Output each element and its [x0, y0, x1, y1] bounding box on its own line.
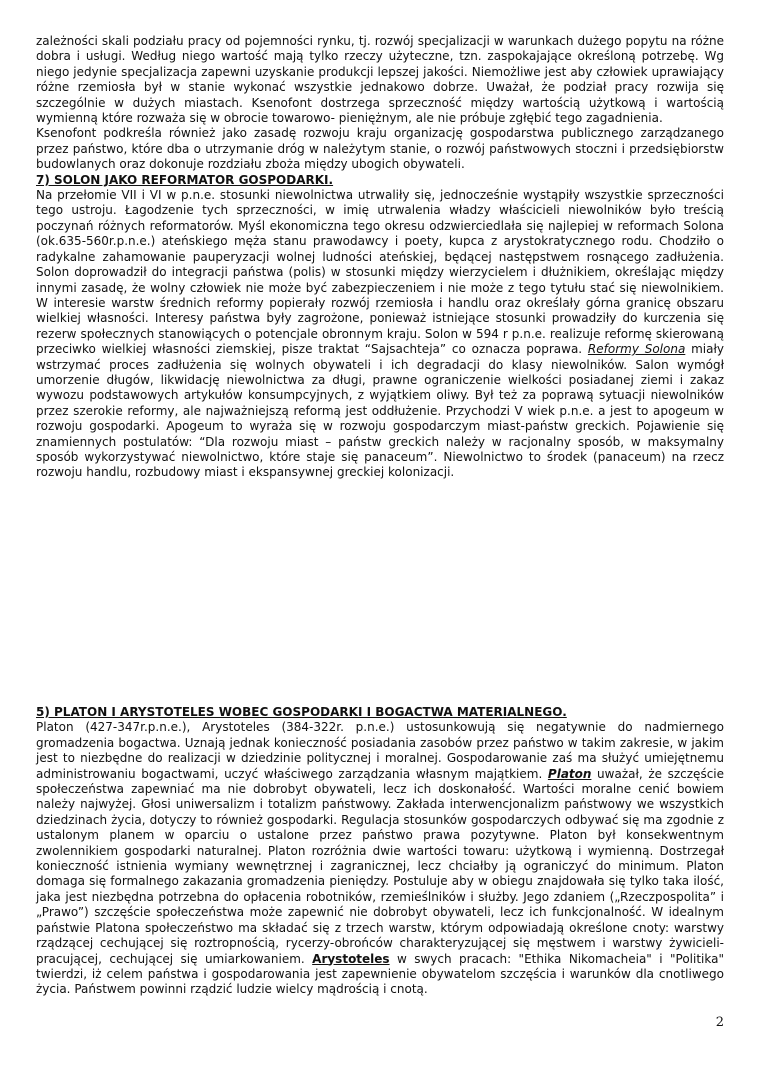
page-top: [36, 34, 724, 481]
arystoteles-text: w swych pracach: "Ethika Nikomacheia" i "Politika" twierdzi, iż celem państwa i gospodarowania jest zapewnienie obywatelom szczęścia i warunków dla cnotliwego życia. Państwem powinni rządzić ludzie wielcy mądrością i cnotą.: [36, 951, 724, 997]
arystoteles-emphasis: Arystoteles: [312, 951, 390, 966]
platon-emphasis: Platon: [547, 766, 592, 781]
reformy-solona-emphasis: Reformy Solona: [587, 342, 686, 357]
solon-text-after: miały wstrzymać proces zadłużenia się wolnych obywateli i ich degradacji do klasy niewolników. Salon wymógł umorzenie długów, likwidację niewolnictwa za długi, prawne ograniczenie wielkości posiadanej ziemi i zakaz wywozu podstawowych artykułów konsumpcyjnych, z wyjątkiem oliwy. Był też za poprawą sytuacji niewolników przez szerokie reformy, ale najważniejszą reformą jest oddłużenie. Przychodzi V wiek p.n.e. a jest to apogeum w rozwoju gospodarki. Apogeum to wyraża się w rozwoju gospodarczym miast-państw greckich. Pojawienie się znamiennych postulatów: “Dla rozwoju miast – państw greckich należy w racjonalny sposób, w maksymalny sposób wykorzystywać niewolnictwo, które staje się panaceum”. Niewolnictwo to środek (panaceum) na rzecz rozwoju handlu, rozbudowy miast i ekspansywnej greckiej kolonizacji.: [36, 342, 724, 480]
paragraph-solon: [36, 188, 724, 481]
platon-intro-text: Platon (427-347r.p.n.e.), Arystoteles (384-322r. p.n.e.) ustosunkowują się negatywnie do nadmiernego gromadzenia bogactwa. Uznają jednak konieczność posiadania zasobów przez państwo w takim zakresie, w jakim jest to niezbędne do realizacji w dziedzinie politycznej i moralnej. Gospodarowanie zaś ma służyć umiejętnemu administrowaniu bogactwami, uczyć właściwego zarządzania własnym majątkiem.: [36, 720, 724, 781]
section-platon-arystoteles: [36, 705, 724, 998]
platon-text: uważał, że szczęście społeczeństwa zapewniać ma nie dobrobyt obywateli, lecz ich doskonałość. Wartości moralne cenić bowiem należy najwyżej. Głosi uniwersalizm i totalizm państwowy. Zakłada interwencjonalizm państwowy we wszystkich dziedzinach życia, dotyczy to również gospodarki. Regulacja stosunków gospodarczych odbywać się ma zgodnie z ustalonym planem w oparciu o ustalone przez państwo prawa pozytywne. Platon był konsekwentnym zwolennikiem gospodarki naturalnej. Platon rozróżnia dwie wartości towaru: użytkową i wymienną. Dostrzegał konieczność istnienia wymiany wewnętrznej i zagranicznej, lecz chciałby ją ograniczyć do minimum. Platon domaga się formalnego zakazania gromadzenia pieniędzy. Postuluje aby w obiegu znajdowała się tylko taka ilość, jaka jest niezbędna potrzebna do opłacenia robotników, rzemieślników i służby. Jego zdaniem („Rzeczpospolita” i „Prawo”) szczęście społeczeństwa może zapewnić nie dobrobyt obywateli, lecz ich funkcjonalność. W idealnym państwie Platona społeczeństwo ma składać się z trzech warstw, którym odpowiadają określone cnoty: warstwy rządzącej cechującej się roztropnością, rycerzy-obrońców charakteryzującej się męstwem i warstwy żywicieli- pracującej, cechującej się umiarkowaniem.: [36, 766, 725, 966]
solon-text-before: Na przełomie VII i VI w p.n.e. stosunki niewolnictwa utrwaliły się, jednocześnie wystąpiły wszystkie sprzeczności tego ustroju. Łagodzenie tych sprzeczności, w imię utrwalenia władzy właścicieli niewolników było treścią poczynań różnych reformatorów. Myśl ekonomiczna tego okresu odzwierciedlała się najlepiej w reformach Solona (ok.635-560r.p.n.e.) ateńskiego męża stanu prawodawcy i poety, kupca z arystokratycznego rodu. Chodziło o radykalne zahamowanie pauperyzacji wolnej ludności ateńskiej, będącej następstwem rosnącego zadłużenia. Solon doprowadził do integracji państwa (polis) w stosunki między wierzycielem i dłużnikiem, określając między innymi zasadę, że wolny człowiek nie może być zabezpieczeniem i nie może z tego tytułu stać się niewolnikiem. W interesie warstw średnich reformy popierały rozwój rzemiosła i handlu oraz określały górna granicę obszaru wielkiej własności. Interesy państwa były zagrożone, ponieważ istniejące stosunki prowadziły do kurczenia się rezerw społecznych stanowiących o potencjale obronnym kraju. Solon w 594 r p.n.e. realizuje reformę skierowaną przeciwko wielkiej własności ziemskiej, pisze traktat “Sajsachteja” co oznacza poprawa.: [36, 188, 724, 357]
paragraph-platon: [36, 720, 724, 997]
section-heading-solon: 7) SOLON JAKO REFORMATOR GOSPODARKI.: [36, 172, 334, 187]
section-heading-platon: 5) PLATON I ARYSTOTELES WOBEC GOSPODARKI I BOGACTWA MATERIALNEGO.: [36, 705, 567, 719]
paragraph-ksenofont-2: Ksenofont podkreśla również jako zasadę rozwoju kraju organizację gospodarstwa publicznego zarządzanego przez państwo, które dba o utrzymanie dróg w należytym stanie, o rozwój państwowych stoczni i przedsiębiorstw budowlanych oraz dokonuje rozdziału zboża między ubogich obywateli.: [36, 126, 724, 172]
paragraph-ksenofont-1: zależności skali podziału pracy od pojemności rynku, tj. rozwój specjalizacji w warunkach dużego popytu na różne dobra i usługi. Według niego wartość mają tylko rzeczy użyteczne, tzn. zaspokajające określoną potrzebę. Wg niego jedynie specjalizacja zapewni uzyskanie produkcji lepszej jakości. Niemożliwe jest aby człowiek uprawiający różne rzemiosła był w stanie wykonać wszystkie jednakowo dobrze. Uważał, że podział pracy rozwija się szczególnie w dużych miastach. Ksenofont dostrzega sprzeczność między wartością użytkową i wartością wymienną które rozważa się w obrocie towarowo- pieniężnym, ale nie próbuje zgłębić tego zagadnienia.: [36, 34, 724, 126]
page-number: 2: [715, 1015, 724, 1030]
